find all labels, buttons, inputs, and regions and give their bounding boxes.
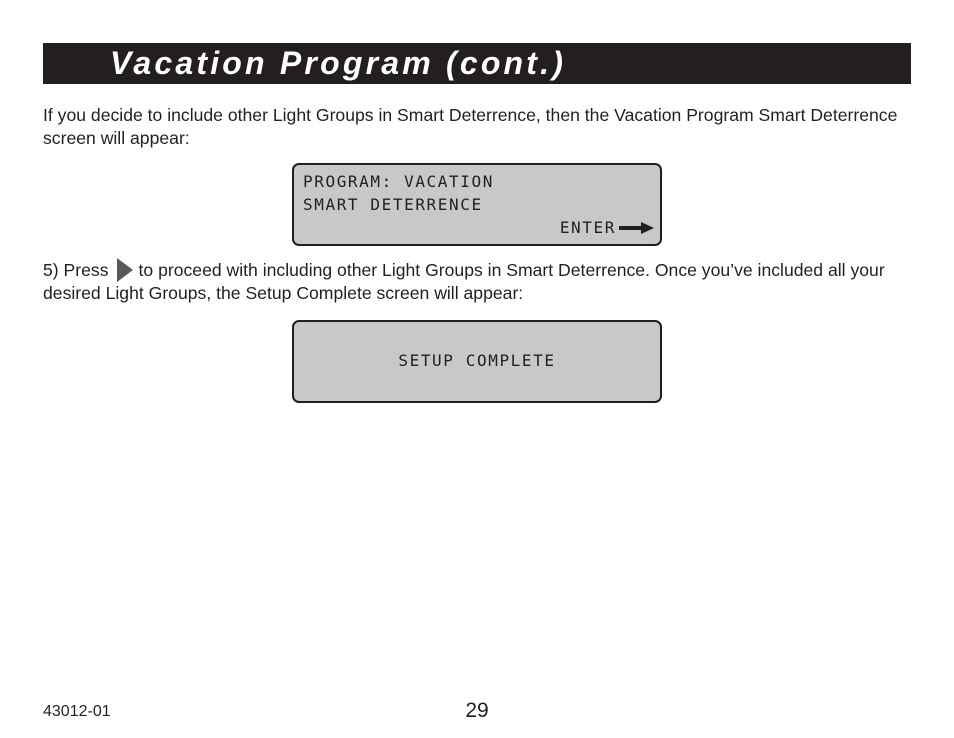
page-number: 29 (465, 699, 489, 722)
lcd-line-1: PROGRAM: VACATION (303, 172, 494, 191)
lcd-setup-complete-line: SETUP COMPLETE (398, 351, 556, 370)
lcd-enter-indicator (560, 218, 654, 238)
lcd-screen-setup-complete (292, 320, 662, 403)
right-arrow-button-icon (117, 258, 133, 282)
intro-paragraph: If you decide to include other Light Groups in Smart Deterrence, then the Vacation Program Smart Deterrence screen will appear: (43, 105, 898, 148)
step-5-paragraph (43, 258, 913, 305)
lcd-screen-smart-deterrence (292, 163, 662, 246)
title-bar (43, 43, 911, 84)
lcd-enter-label: ENTER (559, 218, 616, 237)
step-5-suffix: to proceed with including other Light Groups in Smart Deterrence. Once you’ve included all your desired Light Groups, the Setup Complete screen will appear: (43, 260, 885, 303)
page-title: Vacation Program (cont.) (110, 45, 567, 81)
lcd-line-2: SMART DETERRENCE (303, 195, 483, 214)
right-arrow-icon (619, 222, 654, 234)
document-number: 43012-01 (43, 703, 111, 720)
step-5-prefix: 5) Press (43, 260, 109, 280)
